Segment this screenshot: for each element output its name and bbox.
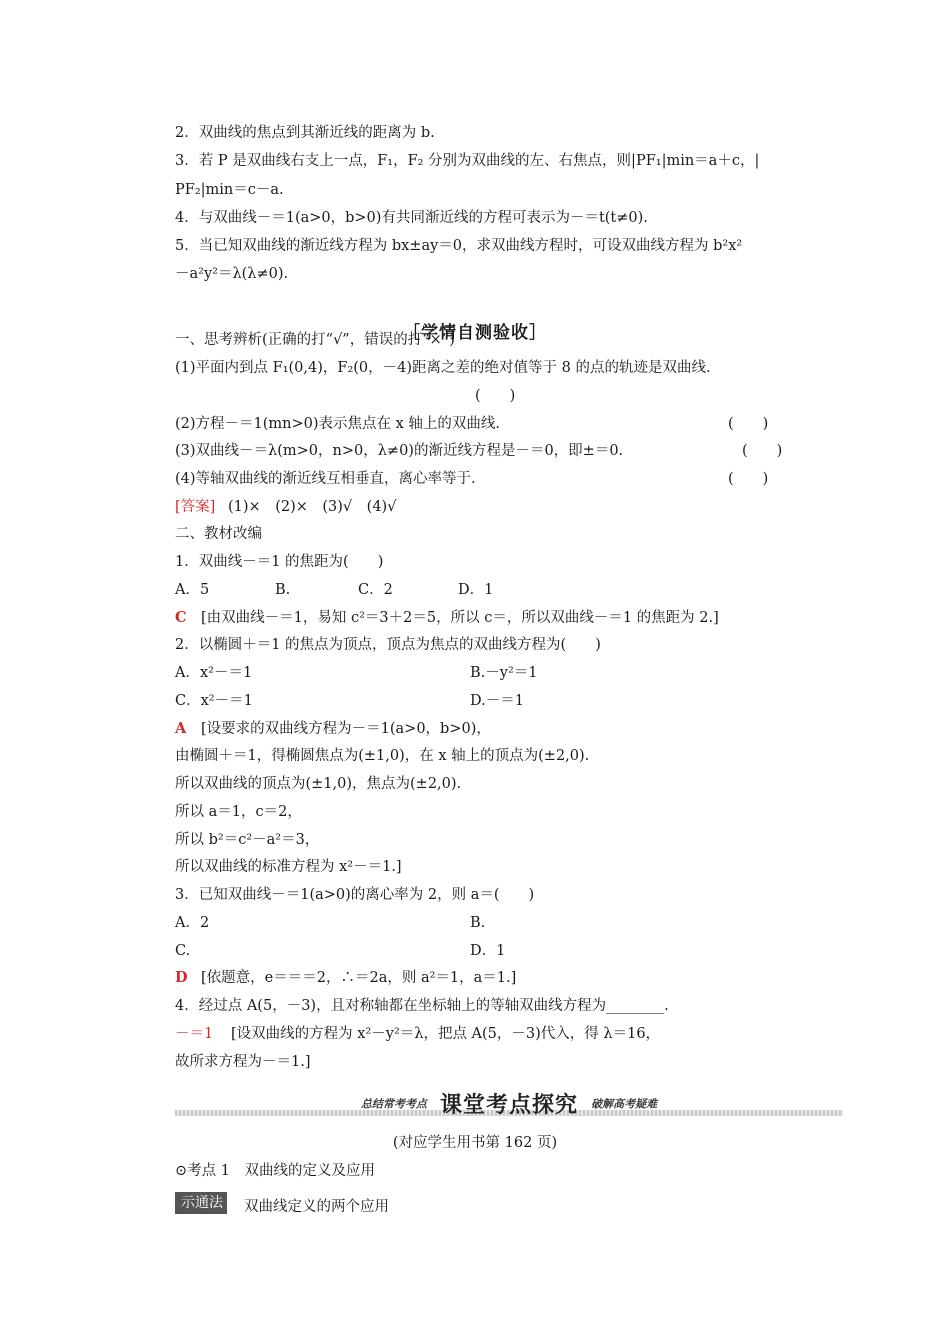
text-line-l35: ⊙考点 1 双曲线的定义及应用 [175,1163,375,1179]
text-line-l16a: A．5 [175,582,210,598]
text-line-l16b: B. [275,582,291,598]
text-line-l08: (1)平面内到点 F₁(0,4)，F₂(0，－4)距离之差的绝对值等于 8 的点的轨迹是双曲线. [175,360,711,376]
banner-right-text: 破解高考疑难 [591,1097,658,1111]
text-line-l23: 所以双曲线的顶点为(±1,0)，焦点为(±2,0). [175,776,462,792]
text-line-l28a: A．2 [175,915,210,931]
text-line-l10: (2)方程－＝1(mn>0)表示焦点在 x 轴上的双曲线. [175,416,501,432]
text-line-l04: 4．与双曲线－＝1(a>0，b>0)有共同渐近线的方程可表示为－＝t(t≠0). [175,210,648,226]
method-badge [175,1192,227,1214]
text-line-l31: 4．经过点 A(5，－3)，且对称轴都在坐标轴上的等轴双曲线方程为________. [175,998,669,1014]
banner-title: 课堂考点探究 [439,1093,578,1118]
text-line-l27: 3．已知双曲线－＝1(a>0)的离心率为 2，则 a＝( ) [175,887,535,903]
text-line-l19a: A．x²－＝1 [175,665,253,681]
text-line-l24: 所以 a＝1，c＝2， [175,804,302,820]
text-line-l15: 1．双曲线－＝1 的焦距为( ) [175,554,384,570]
text-line-l02: 3．若 P 是双曲线右支上一点，F₁，F₂ 分别为双曲线的左、右焦点，则|PF₁|min＝a＋c，| [175,153,760,169]
text-line-l16c: C．2 [358,582,393,598]
text-line-l09: ( ) [475,388,516,404]
text-line-l14: 二、教材改编 [175,526,262,542]
answer-q3: D [175,969,188,986]
text-line-l19b: B.－y²＝1 [470,665,538,681]
text-line-l17b: [由双曲线－＝1，易知 c²＝3＋2＝5，所以 c＝，所以双曲线－＝1 的焦距为 2.] [201,610,719,626]
text-line-l10b: ( ) [728,416,769,432]
text-line-l22: 由椭圆＋＝1，得椭圆焦点为(±1,0)，在 x 轴上的顶点为(±2,0). [175,748,590,764]
text-line-l16d: D．1 [458,582,494,598]
text-line-l11b: ( ) [742,443,783,459]
text-line-l29a: C. [175,943,191,959]
text-line-l13b: (1)× (2)× (3)√ (4)√ [228,499,397,515]
answer-tag: [答案] [175,499,216,515]
text-line-l01: 2．双曲线的焦点到其渐近线的距离为 b. [175,125,435,141]
text-line-l26: 所以双曲线的标准方程为 x²－＝1.] [175,859,402,875]
text-line-l05: 5．当已知双曲线的渐近线方程为 bx±ay＝0，求双曲线方程时，可设双曲线方程为 b²x² [175,238,743,254]
method-badge-label: 示通法 [181,1195,223,1211]
text-line-l28b: B. [470,915,486,931]
answer-q2: A [175,720,187,737]
text-line-l03: PF₂|min＝c－a. [175,182,284,198]
text-line-l12b: ( ) [728,471,769,487]
section-title: ［学情自测验收］ [403,323,547,343]
page-reference: (对应学生用书第 162 页) [392,1135,558,1151]
section-banner [175,1088,843,1118]
text-line-l21b: [设要求的双曲线方程为－＝1(a>0，b>0)， [201,721,491,737]
text-line-l25: 所以 b²＝c²－a²＝3， [175,832,320,848]
text-line-l36: 双曲线定义的两个应用 [244,1199,389,1215]
text-line-l20a: C．x²－＝1 [175,693,253,709]
text-line-l32b: [设双曲线的方程为 x²－y²＝λ，把点 A(5，－3)代入，得 λ＝16， [231,1026,661,1042]
text-line-l30b: [依题意，e＝＝＝2，∴＝2a，则 a²＝1，a＝1.] [201,970,517,986]
text-line-l33: 故所求方程为－＝1.] [175,1054,311,1070]
answer-q1: C [175,609,187,626]
text-line-l11: (3)双曲线－＝λ(m>0，n>0，λ≠0)的渐近线方程是－＝0，即±＝0. [175,443,624,459]
text-line-l20b: D.－＝1 [470,693,524,709]
text-line-l07: 一、思考辨析(正确的打“√”，错误的打“×”) [175,332,455,348]
text-line-l06: －a²y²＝λ(λ≠0). [175,266,289,282]
text-line-l29b: D．1 [470,943,506,959]
answer-q4: －＝1 [175,1026,214,1042]
text-line-l18: 2．以椭圆＋＝1 的焦点为顶点，顶点为焦点的双曲线方程为( ) [175,637,601,653]
text-line-l12: (4)等轴双曲线的渐近线互相垂直，离心率等于. [175,471,476,487]
banner-left-text: 总结常考考点 [360,1097,427,1111]
